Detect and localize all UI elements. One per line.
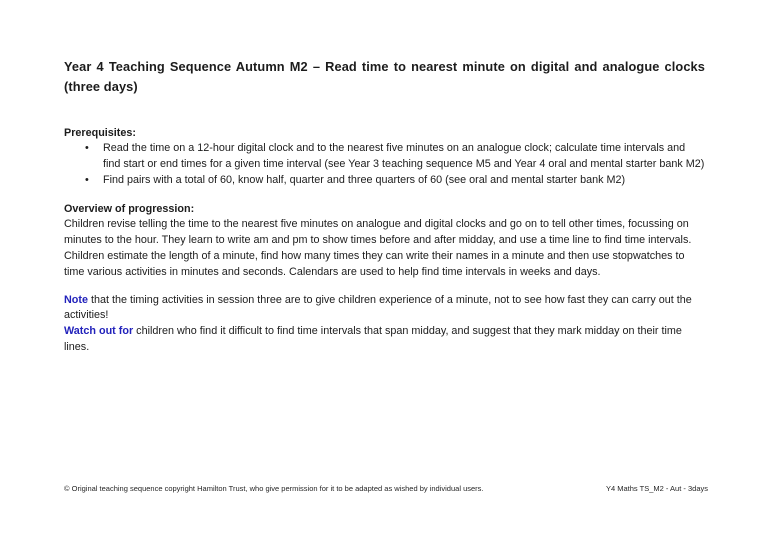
page-title: Year 4 Teaching Sequence Autumn M2 – Read time to nearest minute on digital and analogue clocks (three days) bbox=[64, 59, 705, 94]
footer-doc-ref: Y4 Maths TS_M2 - Aut - 3days bbox=[606, 484, 708, 493]
note-label: Note bbox=[64, 293, 88, 306]
list-item-text: Read the time on a 12-hour digital clock and to the nearest five minutes on an analogue clock; calculate time intervals and find start or end times for a given time interval (see Year 3 teaching sequence M5 and Year 4 oral and mental starter bank M2) bbox=[103, 142, 705, 170]
prerequisites-list bbox=[64, 141, 705, 188]
overview-heading: Overview of progression: bbox=[64, 203, 195, 216]
watch-out-label: Watch out for bbox=[64, 325, 134, 338]
note-paragraph bbox=[64, 293, 705, 325]
bullet-icon: • bbox=[85, 173, 89, 186]
list-item-text: Find pairs with a total of 60, know half, quarter and three quarters of 60 (see oral and mental starter bank M2) bbox=[103, 173, 626, 186]
overview-paragraph: Children revise telling the time to the nearest five minutes on analogue and digital clocks and go on to tell other times, focussing on minutes to the hour. They learn to write am and pm to show times before and after midday, and use a time line to find time intervals. Children estimate the length of a minute, find how many times they can write their names in a minute and then use stopwatches to time various activities in minutes and seconds. Calendars are used to help find time intervals in weeks and days. bbox=[64, 218, 692, 278]
document-content bbox=[64, 57, 705, 356]
list-item bbox=[64, 173, 705, 189]
bullet-icon: • bbox=[85, 142, 89, 154]
list-item bbox=[64, 141, 705, 173]
page-footer bbox=[64, 484, 708, 494]
watch-out-text: children who find it difficult to find time intervals that span midday, and suggest that they mark midday on their time lines. bbox=[64, 325, 682, 353]
overview-section bbox=[64, 202, 705, 280]
watch-out-paragraph bbox=[64, 324, 705, 356]
prerequisites-section bbox=[64, 126, 705, 188]
note-text: that the timing activities in session three are to give children experience of a minute, not to see how fast they can carry out the activities! bbox=[64, 293, 692, 322]
footer-copyright: © Original teaching sequence copyright Hamilton Trust, who give permission for it to be adapted as wished by individual users. bbox=[64, 484, 484, 493]
prerequisites-heading: Prerequisites: bbox=[64, 127, 137, 139]
